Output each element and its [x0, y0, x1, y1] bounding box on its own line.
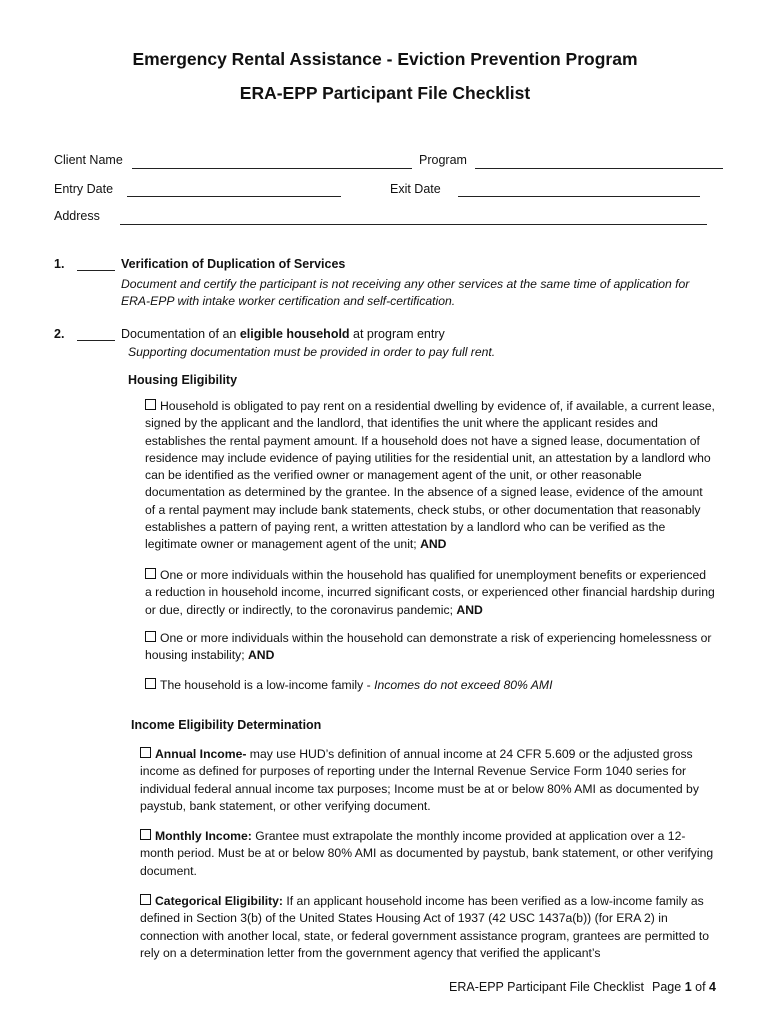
item-number: 2. [54, 327, 65, 341]
income-criterion: Monthly Income: Grantee must extrapolate the monthly income provided at application over a 12-month period. Must be at or below 80% AMI as documented by paystub, bank statement, or other verifying document. [140, 829, 714, 878]
program-label: Program [419, 153, 467, 167]
exit-date-label: Exit Date [390, 182, 441, 196]
item-number: 1. [54, 257, 65, 271]
item-checkmark-blank[interactable] [77, 340, 115, 341]
footer-doc-name: ERA-EPP Participant File Checklist [449, 980, 644, 994]
housing-criterion: One or more individuals within the household has qualified for unemployment benefits or experienced a reduction in household income, incurred significant costs, or experienced other financial hardship during or due, directly or indirectly, to the coronavirus pandemic; AND [145, 568, 715, 617]
checkbox-icon[interactable] [145, 568, 156, 579]
item-checkmark-blank[interactable] [77, 270, 115, 271]
item-title: Verification of Duplication of Services [121, 257, 346, 271]
item-note: Document and certify the participant is not receiving any other services at the same time of application for ERA-EPP with intake worker certification and self-certification. [121, 277, 690, 309]
checkbox-icon[interactable] [140, 829, 151, 840]
housing-criterion: One or more individuals within the household can demonstrate a risk of experiencing homelessness or housing instability; AND [145, 631, 712, 663]
page-number: Page 1 of 4 [652, 980, 716, 994]
address-field[interactable] [120, 224, 707, 225]
item-title: Documentation of an eligible household at program entry [121, 327, 445, 341]
income-criterion: Categorical Eligibility: If an applicant household income has been verified as a low-income family as defined in Section 3(b) of the United States Housing Act of 1937 (42 USC 1437a(b)) (for ERA 2) in connection with another local, state, or federal government assistance program, grantees are permitted to rely on a determination letter from the government agency that verified the applicant’s [140, 894, 710, 960]
checkbox-icon[interactable] [145, 678, 156, 689]
entry-date-label: Entry Date [54, 182, 114, 196]
item-note: Supporting documentation must be provided in order to pay full rent. [128, 345, 496, 359]
client-name-field[interactable] [132, 168, 412, 169]
housing-eligibility-heading: Housing Eligibility [128, 373, 238, 387]
client-name-label: Client Name [54, 153, 123, 167]
housing-criterion: Household is obligated to pay rent on a residential dwelling by evidence of, if available, a current lease, signed by the applicant and the landlord, that identifies the unit where the applicant resides and establishes the rental payment amount. If a household does not have a signed lease, documentation of residence may include evidence of paying utilities for the residential unit, an attestation by a landlord who can be identified as the verified owner or management agent of the unit, or other reasonable documentation as determined by the grantee. In the absence of a signed lease, evidence of the amount of a rental payment may include bank statements, check stubs, or other documentation that reasonably establishes a pattern of paying rent, a written attestation by a landlord who can be verified as the legitimate owner or management agent of the unit; AND [145, 399, 715, 552]
entry-date-field[interactable] [127, 196, 341, 197]
page-subtitle: ERA-EPP Participant File Checklist [239, 83, 531, 103]
program-field[interactable] [475, 168, 723, 169]
exit-date-field[interactable] [458, 196, 700, 197]
address-label: Address [54, 209, 100, 223]
income-criterion: Annual Income- may use HUD’s definition of annual income at 24 CFR 5.609 or the adjusted gross income as defined for purposes of reporting under the Internal Revenue Service Form 1040 series for individual federal annual income tax purposes; Income must be at or below 80% AMI as documented by paystub, bank statement, or other verifying document. [140, 747, 699, 813]
page-title: Emergency Rental Assistance - Eviction Prevention Program [132, 49, 638, 69]
checkbox-icon[interactable] [145, 631, 156, 642]
housing-criterion: The household is a low-income family - Incomes do not exceed 80% AMI [145, 677, 715, 694]
checkbox-icon[interactable] [140, 747, 151, 758]
income-eligibility-heading: Income Eligibility Determination [131, 718, 322, 732]
checkbox-icon[interactable] [145, 399, 156, 410]
checkbox-icon[interactable] [140, 894, 151, 905]
